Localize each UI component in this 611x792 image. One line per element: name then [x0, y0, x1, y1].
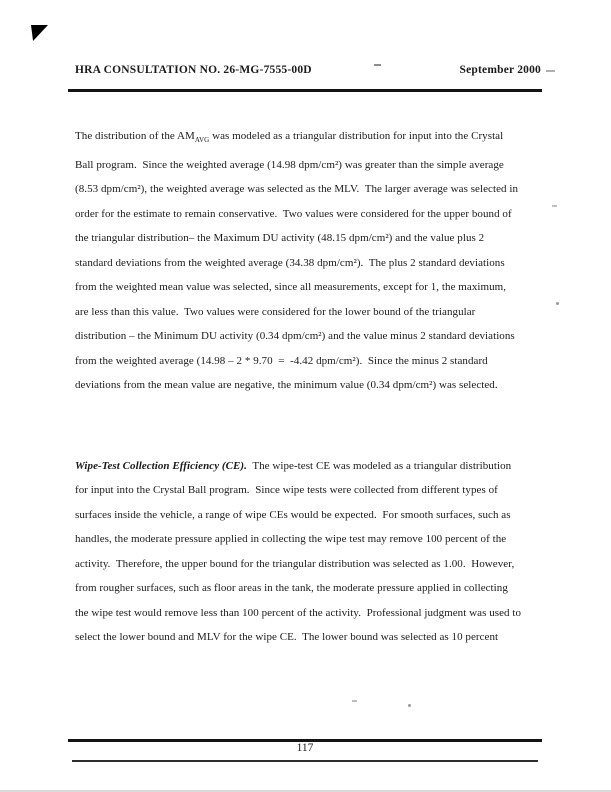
text-line	[75, 552, 565, 577]
text-line	[75, 226, 565, 251]
header-rule	[68, 89, 542, 92]
text-line	[75, 625, 565, 650]
text-segment: from rougher surfaces, such as floor areas in the tank, the moderate pressure applied in collecting	[75, 582, 508, 595]
text-line	[75, 177, 565, 202]
text-line	[75, 124, 565, 153]
text-segment: select the lower bound and MLV for the wipe CE. The lower bound was selected as 10 percent	[75, 631, 499, 644]
text-segment: standard deviations from the weighted average (34.38 dpm/cm²). The plus 2 standard deviations	[75, 256, 505, 269]
text-line	[75, 454, 565, 479]
paragraph-2	[75, 454, 565, 650]
scan-speck	[546, 70, 555, 72]
text-segment: from the weighted mean value was selected, since all measurements, except for 1, the maximum,	[75, 281, 507, 294]
text-segment: deviations from the mean value are negative, the minimum value (0.34 dpm/cm²) was selected.	[75, 379, 498, 392]
text-segment: the triangular distribution– the Maximum DU activity (48.15 dpm/cm²) and the value plus 2	[75, 232, 485, 245]
page-header	[75, 64, 541, 76]
document-body	[75, 124, 565, 650]
text-segment: surfaces inside the vehicle, a range of wipe CEs would be expected. For smooth surfaces, such as	[75, 508, 511, 521]
text-line	[75, 527, 565, 552]
text-segment: from the weighted average (14.98 – 2 * 9.70 = -4.42 dpm/cm²). Since the minus 2 standard	[75, 354, 488, 367]
text-segment: order for the estimate to remain conservative. Two values were considered for the upper bound of	[75, 207, 512, 220]
text-line	[75, 503, 565, 528]
footer-rule-bottom	[72, 760, 538, 762]
text-line	[75, 324, 565, 349]
text-segment: was modeled as a triangular distribution for input into the Crystal	[209, 130, 504, 142]
text-line	[75, 275, 565, 300]
text-line	[75, 202, 565, 227]
text-line	[75, 300, 565, 325]
report-number: HRA CONSULTATION NO. 26-MG-7555-00D	[75, 64, 312, 76]
text-segment: the wipe test would remove less than 100 percent of the activity. Professional judgment was used to	[75, 606, 522, 619]
scan-artifact-corner	[31, 25, 48, 41]
text-segment: are less than this value. Two values were considered for the lower bound of the triangular	[75, 305, 476, 318]
text-line	[75, 349, 565, 374]
scan-speck	[408, 704, 411, 707]
text-segment: The distribution of the AM	[75, 130, 195, 142]
text-segment: for input into the Crystal Ball program. Since wipe tests were collected from different types of	[75, 484, 498, 497]
text-line	[75, 576, 565, 601]
text-segment: (8.53 dpm/cm²), the weighted average was selected as the MLV. The larger average was selected in	[75, 183, 519, 196]
lead-in-heading: Wipe-Test Collection Efficiency (CE).	[75, 459, 247, 472]
report-date: September 2000	[459, 64, 541, 76]
text-segment: distribution – the Minimum DU activity (0.34 dpm/cm²) and the value minus 2 standard deviations	[75, 330, 515, 343]
paragraph-1	[75, 124, 565, 398]
scan-speck	[352, 700, 357, 702]
text-segment: The wipe-test CE was modeled as a triangular distribution	[246, 459, 512, 472]
text-line	[75, 373, 565, 398]
subscript-text: AVG	[194, 136, 210, 145]
text-line	[75, 251, 565, 276]
text-segment: Ball program. Since the weighted average (14.98 dpm/cm²) was greater than the simple average	[75, 158, 504, 171]
text-line	[75, 153, 565, 178]
text-segment: activity. Therefore, the upper bound for the triangular distribution was selected as 1.00. However,	[75, 557, 515, 570]
page-number: 117	[296, 742, 314, 754]
text-segment: handles, the moderate pressure applied in collecting the wipe test may remove 100 percent of the	[75, 533, 507, 546]
text-line	[75, 601, 565, 626]
text-line	[75, 478, 565, 503]
